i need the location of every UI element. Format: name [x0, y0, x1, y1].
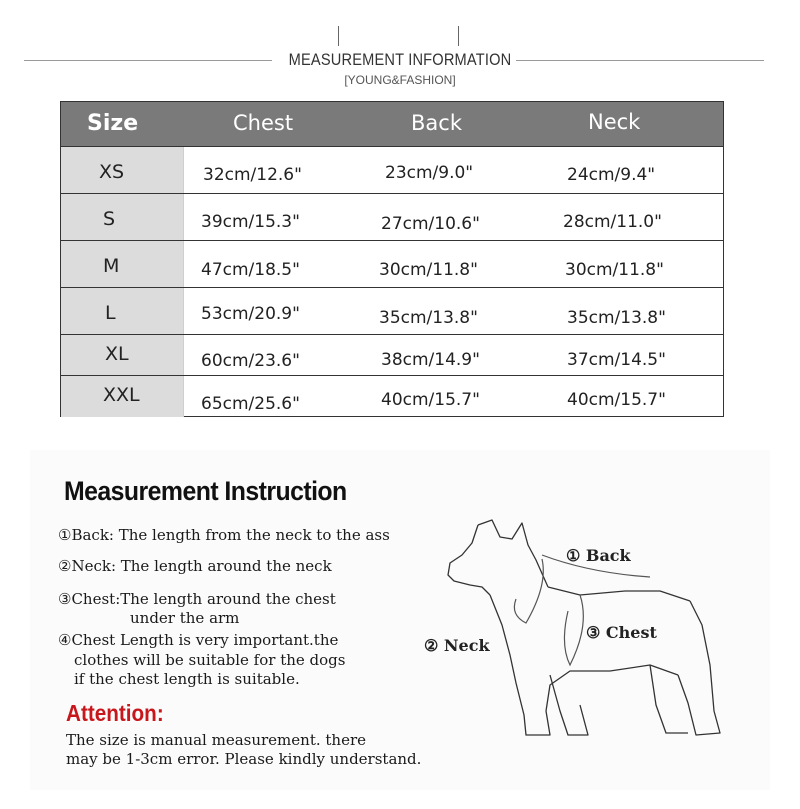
attention-line-1: The size is manual measurement. there: [66, 731, 366, 749]
chest-value: 60cm/23.6": [201, 351, 300, 371]
size-label: XXL: [103, 384, 140, 406]
instruction-chest-length-cont: clothes will be suitable for the dogs: [74, 651, 346, 669]
instruction-back: ①Back: The length from the neck to the ass: [58, 526, 390, 544]
table-row: [61, 287, 723, 335]
size-label: S: [103, 208, 116, 230]
back-value: 23cm/9.0": [385, 163, 474, 183]
neck-value: 35cm/13.8": [567, 308, 666, 328]
instruction-chest-length: ④Chest Length is very important.the: [58, 631, 339, 649]
back-value: 38cm/14.9": [381, 350, 480, 370]
column-header-back: Back: [411, 111, 462, 135]
neck-value: 24cm/9.4": [567, 165, 656, 185]
table-row: [61, 240, 723, 288]
table-row: [61, 193, 723, 241]
diagram-label-back: ① Back: [566, 546, 631, 565]
instruction-neck: ②Neck: The length around the neck: [58, 557, 332, 575]
chest-value: 53cm/20.9": [201, 304, 300, 324]
header-tick-left: [338, 26, 339, 46]
diagram-label-chest: ③ Chest: [586, 623, 657, 642]
back-value: 30cm/11.8": [379, 260, 478, 280]
neck-value: 28cm/11.0": [563, 212, 662, 232]
column-header-chest: Chest: [233, 111, 294, 135]
table-row: [61, 334, 723, 376]
table-row: [61, 375, 723, 417]
back-value: 27cm/10.6": [381, 214, 480, 234]
chest-value: 65cm/25.6": [201, 394, 300, 414]
diagram-label-neck: ② Neck: [424, 636, 490, 655]
instruction-chest-length-cont2: if the chest length is suitable.: [74, 670, 300, 688]
column-header-neck: Neck: [588, 110, 641, 134]
neck-value: 40cm/15.7": [567, 390, 666, 410]
size-label: M: [103, 255, 120, 277]
back-value: 40cm/15.7": [381, 390, 480, 410]
column-header-size: Size: [87, 111, 139, 136]
size-label: XS: [99, 161, 125, 183]
header-tick-right: [458, 26, 459, 46]
chest-value: 47cm/18.5": [201, 260, 300, 280]
back-value: 35cm/13.8": [379, 308, 478, 328]
size-table: [60, 101, 724, 417]
page-subtitle: [YOUNG&FASHION]: [344, 73, 456, 87]
page-title: MEASUREMENT INFORMATION: [288, 50, 512, 69]
table-header: [61, 102, 723, 146]
neck-value: 30cm/11.8": [565, 260, 664, 280]
chest-value: 39cm/15.3": [201, 212, 300, 232]
chest-value: 32cm/12.6": [203, 165, 302, 185]
size-label: L: [105, 302, 116, 324]
attention-label: Attention:: [66, 700, 164, 726]
table-row: [61, 146, 723, 194]
instruction-chest: ③Chest:The length around the chest: [58, 590, 336, 608]
size-label: XL: [105, 343, 129, 365]
instruction-title: Measurement Instruction: [64, 476, 347, 506]
instruction-chest-cont: under the arm: [130, 609, 240, 627]
attention-line-2: may be 1-3cm error. Please kindly understand.: [66, 750, 422, 768]
neck-value: 37cm/14.5": [567, 350, 666, 370]
